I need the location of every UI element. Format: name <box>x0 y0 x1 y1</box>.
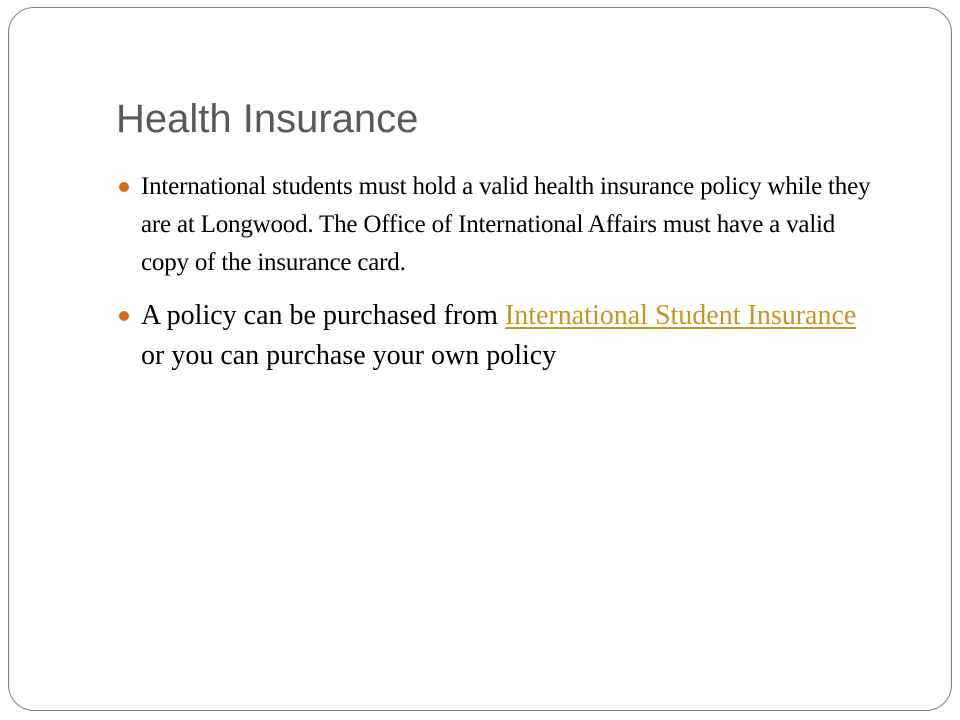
bullet-item <box>115 168 875 282</box>
bullet-text: International students must hold a valid health insurance policy while they are at Longwood. The Office of International Affairs must have a valid copy of the insurance card. <box>141 173 871 276</box>
bullet-item <box>115 296 875 376</box>
bullet-icon <box>119 311 129 321</box>
slide <box>8 7 952 711</box>
bullet-text-after-link: or you can purchase your own policy <box>141 340 557 371</box>
bullet-text-before-link: A policy can be purchased from <box>141 300 505 331</box>
international-student-insurance-link[interactable]: International Student Insurance <box>504 300 857 331</box>
bullet-list <box>115 168 875 376</box>
slide-title: Health Insurance <box>116 97 419 141</box>
bullet-icon <box>119 182 129 192</box>
